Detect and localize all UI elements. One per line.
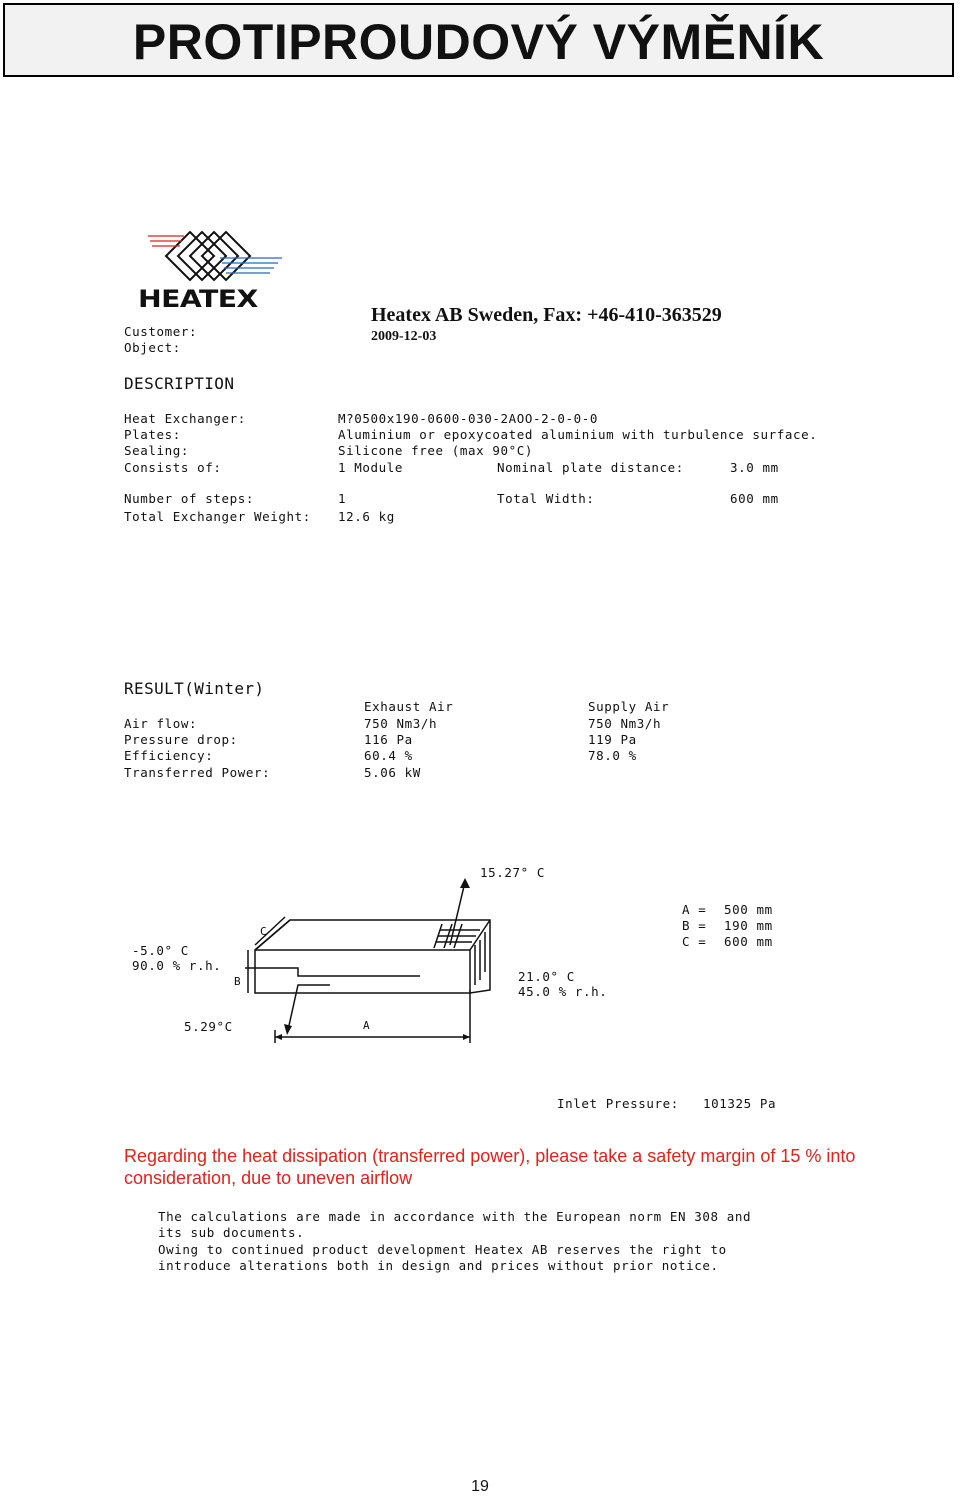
result-row-exhaust: 750 Nm3/h <box>364 716 438 731</box>
dimension-key: A = <box>682 902 707 917</box>
result-row-supply: 750 Nm3/h <box>588 716 662 731</box>
plates-label: Plates: <box>124 427 181 442</box>
customer-label: Customer: <box>124 324 198 339</box>
dimension-b-label: B <box>234 975 242 988</box>
result-row-label: Air flow: <box>124 716 198 731</box>
inlet-temperature-label: -5.0° C <box>132 943 189 958</box>
result-row-label: Pressure drop: <box>124 732 238 747</box>
dimension-value: 500 mm <box>724 902 773 917</box>
nominal-plate-value: 3.0 mm <box>730 460 779 475</box>
weight-label: Total Exchanger Weight: <box>124 509 311 524</box>
page-banner-title: PROTIPROUDOVÝ VÝMĚNÍK <box>3 3 954 77</box>
inlet-humidity-label: 90.0 % r.h. <box>132 958 222 973</box>
outlet-temperature-label: 5.29°C <box>184 1019 233 1034</box>
consists-value: 1 Module <box>338 460 404 475</box>
description-title: DESCRIPTION <box>124 374 235 393</box>
result-row-label: Efficiency: <box>124 748 214 763</box>
logo-wordmark: HEATEX <box>138 285 258 313</box>
object-label: Object: <box>124 340 181 355</box>
company-header: Heatex AB Sweden, Fax: +46-410-363529 <box>371 304 722 326</box>
result-row-exhaust: 116 Pa <box>364 732 413 747</box>
dimension-key: B = <box>682 918 707 933</box>
heat-exchanger-label: Heat Exchanger: <box>124 411 246 426</box>
steps-value: 1 <box>338 491 347 506</box>
heat-exchanger-value: M?0500x190-0600-030-2AOO-2-0-0-0 <box>338 411 599 426</box>
result-row-exhaust: 5.06 kW <box>364 765 421 780</box>
inlet-pressure-value: 101325 Pa <box>703 1096 777 1111</box>
nominal-plate-label: Nominal plate distance: <box>497 460 684 475</box>
top-temperature-label: 15.27° C <box>480 865 546 880</box>
sealing-label: Sealing: <box>124 443 190 458</box>
dimension-value: 190 mm <box>724 918 773 933</box>
exhaust-air-header: Exhaust Air <box>364 699 454 714</box>
weight-value: 12.6 kg <box>338 509 395 524</box>
consists-label: Consists of: <box>124 460 222 475</box>
result-row-exhaust: 60.4 % <box>364 748 413 763</box>
steps-label: Number of steps: <box>124 491 255 506</box>
note-line: its sub documents. <box>158 1225 305 1240</box>
total-width-value: 600 mm <box>730 491 779 506</box>
result-title: RESULT(Winter) <box>124 679 265 698</box>
safety-margin-warning: Regarding the heat dissipation (transferred power), please take a safety margin of 15 % into consideration, due to uneven airflow <box>124 1146 856 1188</box>
inlet-pressure-label: Inlet Pressure: <box>557 1096 679 1111</box>
exhaust-humidity-label: 45.0 % r.h. <box>518 984 608 999</box>
total-width-label: Total Width: <box>497 491 595 506</box>
result-row-supply: 78.0 % <box>588 748 637 763</box>
dimension-value: 600 mm <box>724 934 773 949</box>
result-row-supply: 119 Pa <box>588 732 637 747</box>
note-line: Owing to continued product development Heatex AB reserves the right to <box>158 1242 727 1257</box>
page-number: 19 <box>471 1478 489 1495</box>
sealing-value: Silicone free (max 90°C) <box>338 443 534 458</box>
document-date: 2009-12-03 <box>371 329 437 344</box>
dimension-key: C = <box>682 934 707 949</box>
supply-air-header: Supply Air <box>588 699 670 714</box>
note-line: The calculations are made in accordance with the European norm EN 308 and <box>158 1209 752 1224</box>
exhaust-temperature-label: 21.0° C <box>518 969 575 984</box>
result-row-label: Transferred Power: <box>124 765 271 780</box>
note-line: introduce alterations both in design and prices without prior notice. <box>158 1258 719 1273</box>
plates-value: Aluminium or epoxycoated aluminium with turbulence surface. <box>338 427 818 442</box>
dimension-a-label: A <box>363 1019 371 1032</box>
dimension-c-label: C <box>260 925 268 938</box>
